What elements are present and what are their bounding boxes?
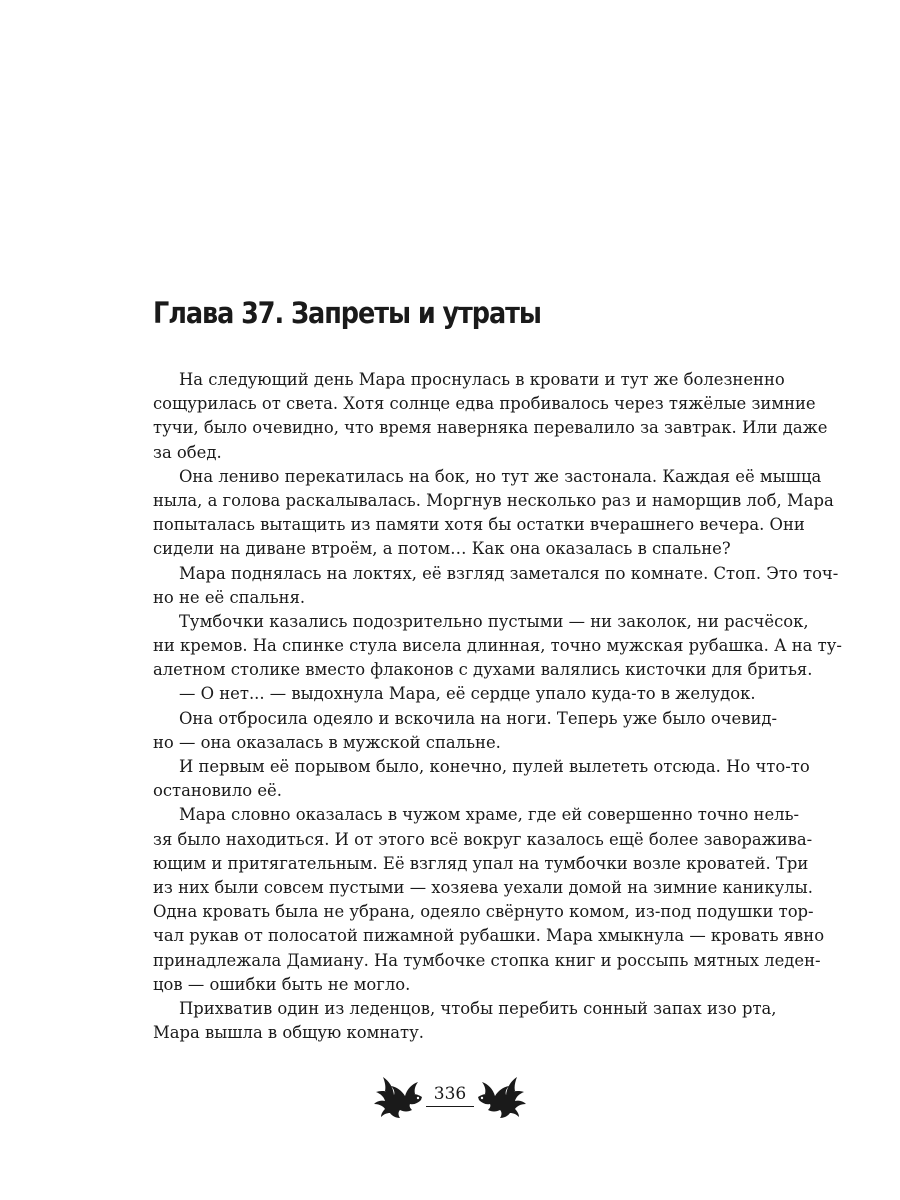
chapter-body: [153, 368, 842, 1045]
text-line: за обед.: [153, 442, 222, 462]
dragon-icon: [372, 1073, 426, 1119]
text-line: остановило её.: [153, 781, 282, 801]
text-line: ни кремов. На спинке стула висела длинная, точно мужская рубашка. А на ту-: [153, 636, 842, 656]
text-line: цов — ошибки быть не могло.: [153, 974, 411, 994]
text-line: но не её спальня.: [153, 587, 306, 607]
text-line: Прихватив один из леденцов, чтобы перебить сонный запах изо рта,: [179, 998, 777, 1018]
text-line: Мара поднялась на локтях, её взгляд заметался по комнате. Стоп. Это точ-: [179, 563, 839, 583]
text-line: Мара вышла в общую комнату.: [153, 1023, 424, 1043]
text-line: На следующий день Мара проснулась в кровати и тут же болезненно: [179, 370, 785, 389]
text-line: Она лениво перекатилась на бок, но тут же застонала. Каждая её мышца: [179, 466, 822, 486]
text-line: Одна кровать была не убрана, одеяло свёрнуто комом, из-под подушки тор-: [153, 902, 814, 922]
page-footer: [372, 1073, 528, 1119]
text-line: зя было находиться. И от этого всё вокруг казалось ещё более завораживa-: [153, 829, 813, 849]
text-line: И первым её порывом было, конечно, пулей вылететь отсюда. Но что-то: [179, 757, 810, 776]
text-line: попыталась вытащить из памяти хотя бы остатки вчерашнего вечера. Они: [153, 515, 805, 535]
text-line: сощурилась от света. Хотя солнце едва пробивалось через тяжёлые зимние: [153, 394, 816, 414]
text-line: Она отбросила одеяло и вскочила на ноги. Теперь уже было очевид-: [179, 708, 778, 728]
text-line: из них были совсем пустыми — хозяева уехали домой на зимние каникулы.: [153, 877, 813, 897]
text-line: но — она оказалась в мужской спальне.: [153, 732, 501, 752]
page-number-underline: [426, 1106, 474, 1107]
text-line: Тумбочки казались подозрительно пустыми — ни заколок, ни расчёсок,: [179, 611, 809, 631]
dragon-icon: [474, 1073, 528, 1119]
text-line: принадлежала Дамиану. На тумбочке стопка книг и россыпь мятных леден-: [153, 950, 821, 970]
page-number: 336: [433, 1084, 467, 1104]
text-line: — О нет... — выдохнула Мара, её сердце упало куда-то в желудок.: [179, 684, 756, 704]
text-line: тучи, было очевидно, что время наверняка перевалило за завтрак. Или даже: [153, 418, 828, 438]
text-line: ющим и притягательным. Её взгляд упал на тумбочки возле кроватей. Три: [153, 853, 809, 873]
text-line: алетном столике вместо флаконов с духами валялись кисточки для бритья.: [153, 660, 813, 680]
chapter-title: Глава 37. Запреты и утраты: [153, 296, 541, 330]
text-line: ныла, а голова раскалывалась. Моргнув несколько раз и наморщив лоб, Мара: [153, 490, 834, 510]
text-line: чал рукав от полосатой пижамной рубашки. Мара хмыкнула — кровать явно: [153, 926, 825, 946]
text-line: Мара словно оказалась в чужом храме, где ей совершенно точно нель-: [179, 805, 800, 825]
text-line: сидели на диване втроём, а потом… Как она оказалась в спальне?: [153, 539, 731, 559]
